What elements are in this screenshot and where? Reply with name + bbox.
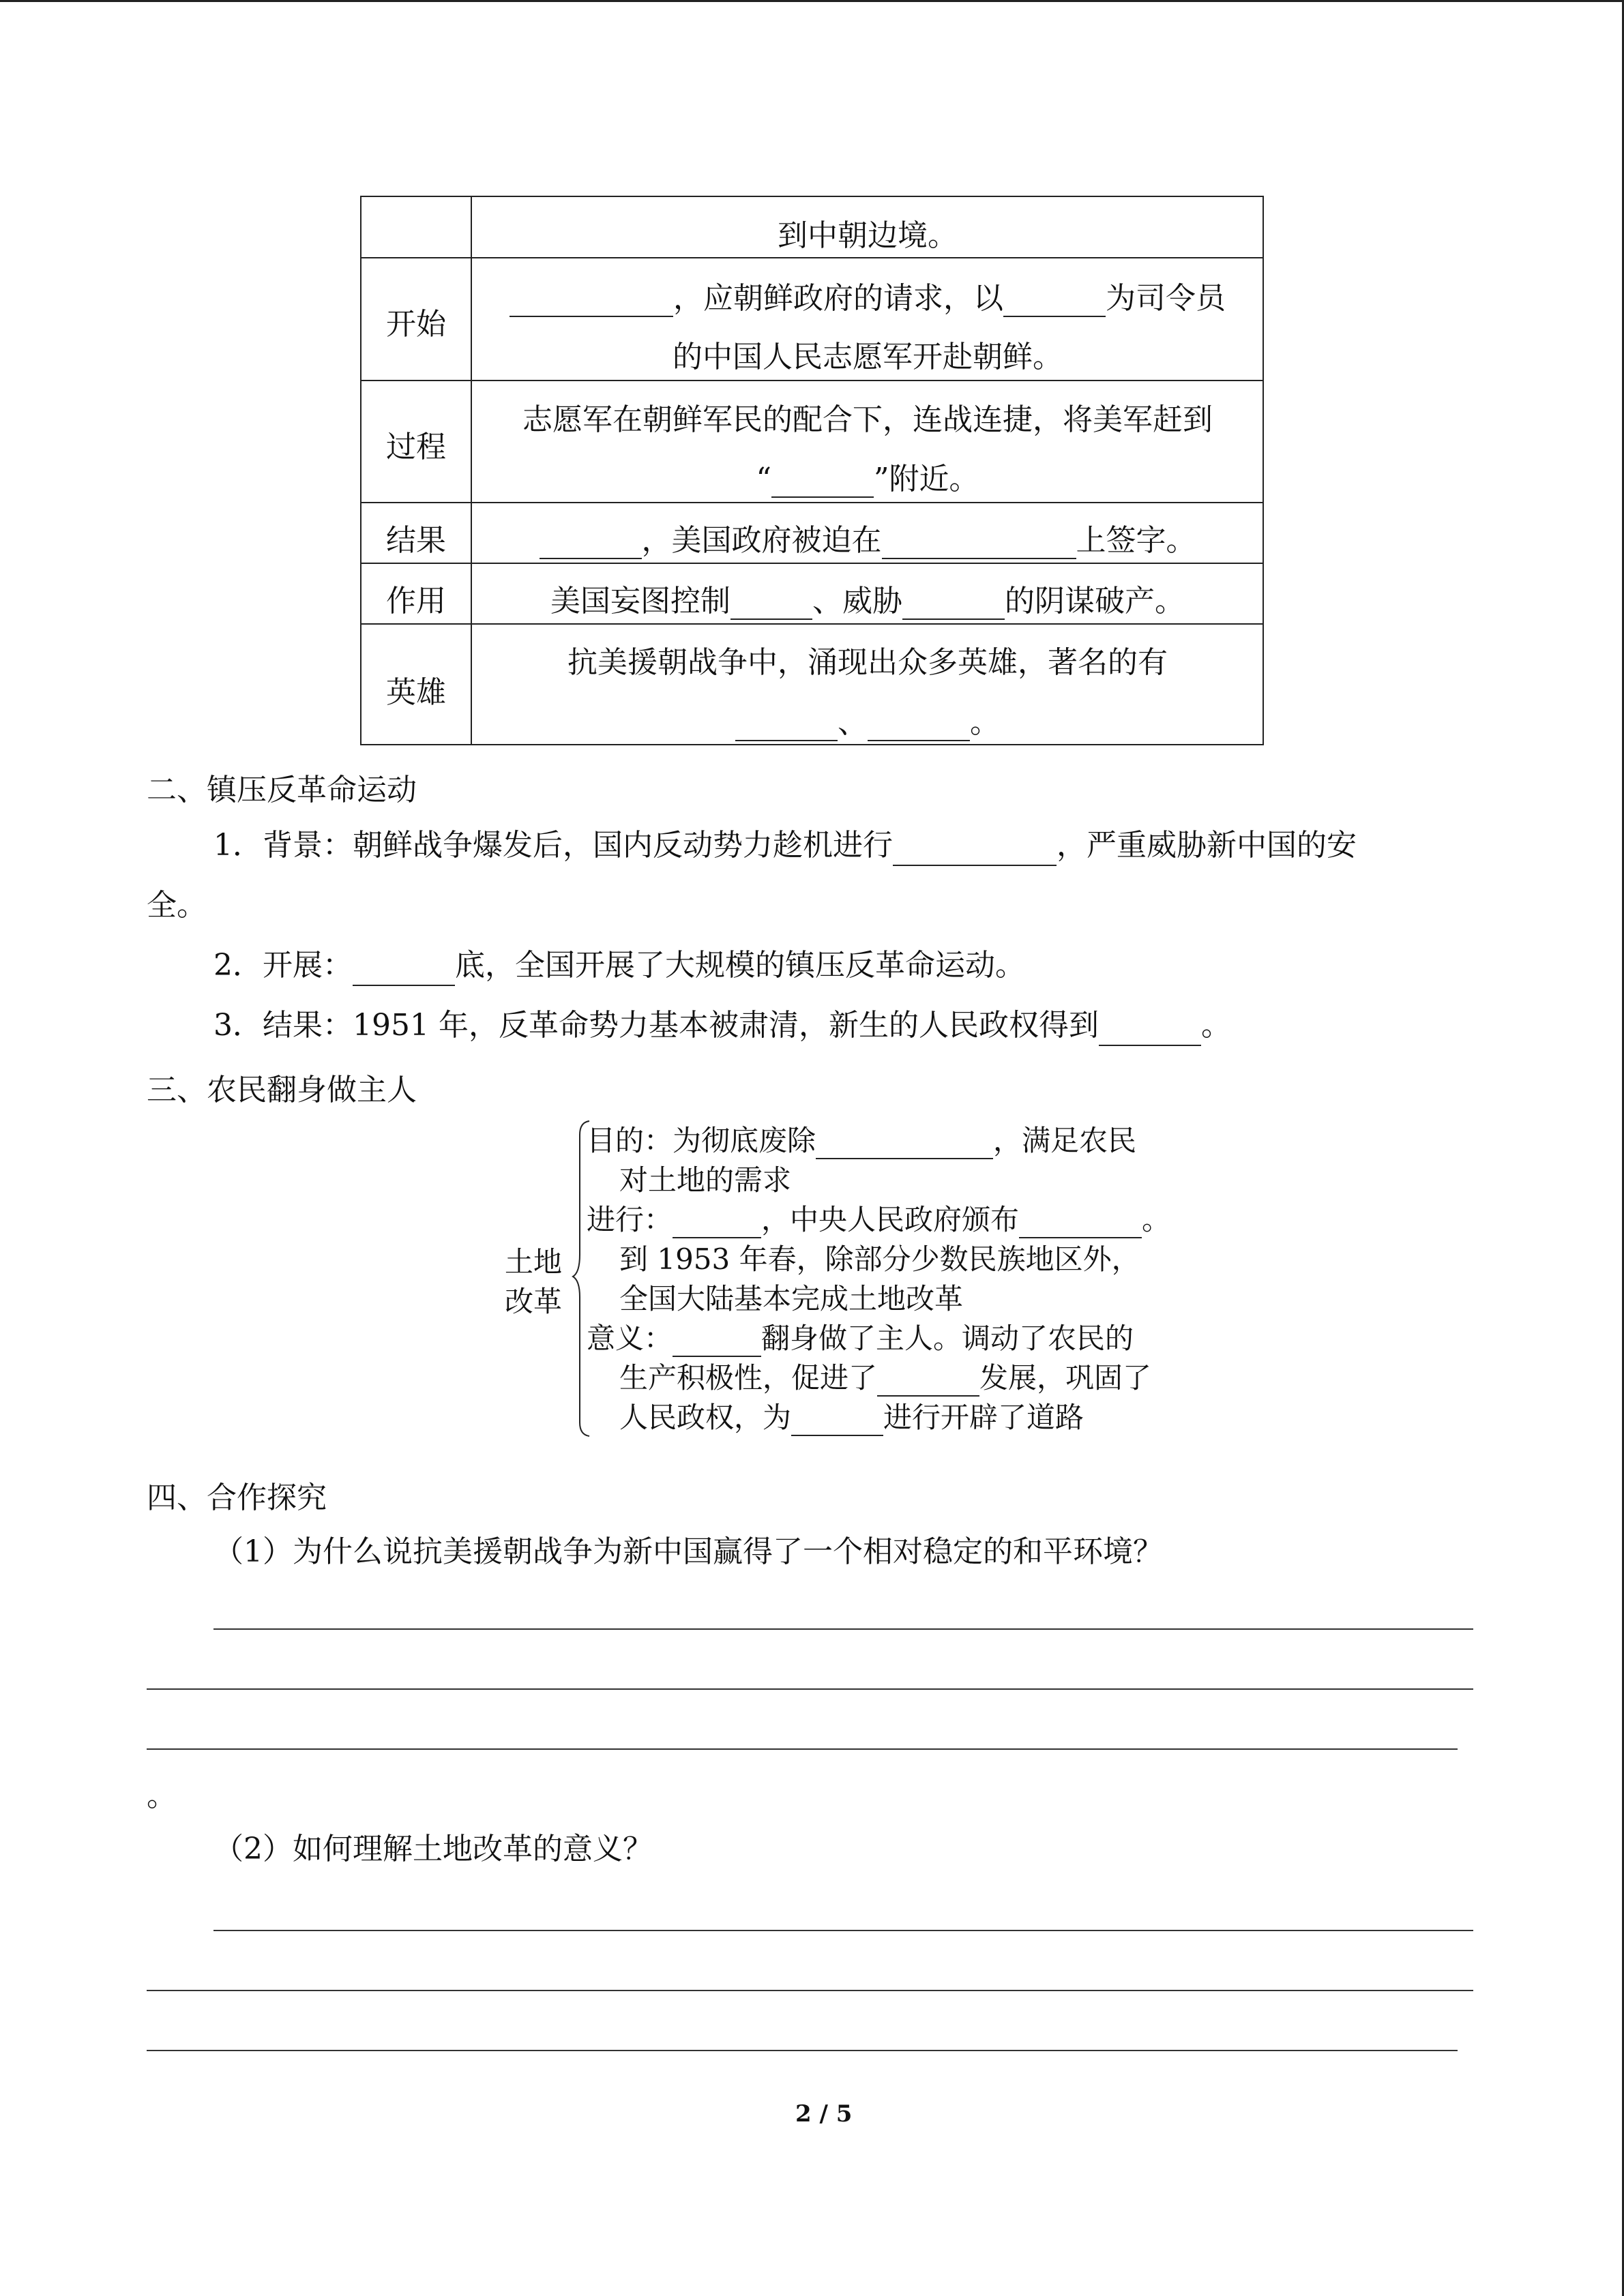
fill-blank[interactable] — [730, 587, 812, 620]
section3-heading: 三、农民翻身做主人 — [147, 1073, 417, 1107]
fill-blank[interactable] — [510, 284, 673, 317]
table-row-label-effect: 作用 — [386, 584, 446, 618]
table-cell-result: ，美国政府被迫在 上签字。 — [472, 516, 1263, 559]
fill-blank[interactable] — [735, 709, 838, 741]
page-top-border — [0, 0, 1624, 2]
table-row-divider — [361, 623, 1263, 625]
answer-line[interactable] — [147, 1688, 1473, 1690]
fill-blank[interactable] — [893, 833, 1057, 866]
korean-war-table — [360, 196, 1264, 745]
answer-line[interactable] — [213, 1628, 1473, 1630]
fill-blank[interactable] — [353, 953, 455, 986]
fill-blank[interactable] — [877, 1365, 979, 1397]
land-progress-line2: 到 1953 年春，除部分少数民族地区外， — [619, 1242, 1140, 1276]
fill-blank[interactable] — [771, 465, 874, 498]
answer-line[interactable] — [213, 1930, 1473, 1931]
fill-blank[interactable] — [791, 1405, 883, 1436]
fill-blank[interactable] — [1099, 1013, 1201, 1046]
fill-blank[interactable] — [868, 709, 970, 741]
table-cell-heroes-line2: 、 。 — [472, 698, 1263, 741]
section2-heading: 二、镇压反革命运动 — [147, 773, 417, 807]
land-progress-line1: 进行： ，中央人民政府颁布 。 — [587, 1197, 1170, 1238]
page-number: 2 / 5 — [795, 2100, 853, 2128]
fill-blank[interactable] — [816, 1128, 993, 1159]
land-progress-line3: 全国大陆基本完成土地改革 — [619, 1282, 964, 1315]
fill-blank[interactable] — [673, 1207, 761, 1238]
table-cell-start-line1: ，应朝鲜政府的请求，以 为司令员 — [472, 273, 1263, 317]
table-row-divider — [361, 563, 1263, 564]
table-cell-text: 到中朝边境。 — [778, 218, 958, 253]
fill-blank[interactable] — [1019, 1207, 1142, 1238]
answer-line[interactable] — [147, 2050, 1458, 2051]
table-row-label-heroes: 英雄 — [386, 675, 446, 710]
table-cell-process-line2: “ ”附近。 — [756, 462, 979, 496]
land-reform-label-1: 土地 — [505, 1245, 563, 1279]
land-purpose-line1: 目的：为彻底废除 ，满足农民 — [587, 1118, 1136, 1159]
table-cell-heroes-line1: 抗美援朝战争中，涌现出众多英雄，著名的有 — [567, 645, 1168, 680]
fill-blank[interactable] — [1003, 284, 1106, 317]
land-purpose-line2: 对土地的需求 — [619, 1163, 792, 1197]
table-cell-effect: 美国妄图控制 、威胁 的阴谋破产。 — [550, 584, 1185, 618]
question-1: （1）为什么说抗美援朝战争为新中国赢得了一个相对稳定的和平环境？ — [213, 1534, 1163, 1569]
fill-blank[interactable] — [673, 1326, 761, 1357]
fill-blank[interactable] — [882, 526, 1076, 559]
land-meaning-line2: 生产积极性，促进了 发展，巩固了 — [619, 1356, 1151, 1397]
section2-item1-cont: 全。 — [147, 888, 207, 923]
section4-heading: 四、合作探究 — [147, 1480, 327, 1515]
table-cell-start-line2: 的中国人民志愿军开赴朝鲜。 — [673, 340, 1063, 374]
table-cell-process-line1: 志愿军在朝鲜军民的配合下，连战连捷，将美军赶到 — [522, 402, 1213, 437]
fill-blank[interactable] — [540, 526, 642, 559]
section2-item2: 2．开展： 底，全国开展了大规模的镇压反革命运动。 — [213, 945, 1025, 986]
table-row-label-process: 过程 — [386, 430, 446, 464]
table-row-divider — [361, 380, 1263, 381]
section2-item1: 1．背景：朝鲜战争爆发后，国内反动势力趁机进行 ，严重威胁新中国的安 — [213, 825, 1357, 866]
question-1-end-mark: 。 — [147, 1778, 177, 1813]
answer-line[interactable] — [147, 1748, 1458, 1750]
land-meaning-line3: 人民政权，为 进行开辟了道路 — [619, 1395, 1084, 1436]
fill-blank[interactable] — [902, 587, 1005, 620]
answer-line[interactable] — [147, 1990, 1473, 1991]
question-2: （2）如何理解土地改革的意义？ — [213, 1832, 653, 1866]
section2-item3: 3．结果：1951 年，反革命势力基本被肃清，新生的人民政权得到 。 — [213, 1005, 1231, 1046]
land-meaning-line1: 意义： 翻身做了主人。调动了农民的 — [587, 1316, 1134, 1357]
table-row-label-result: 结果 — [386, 523, 446, 558]
table-row-divider — [361, 257, 1263, 258]
curly-brace-icon — [572, 1118, 592, 1439]
table-row-label-start: 开始 — [386, 307, 446, 342]
table-row-divider — [361, 502, 1263, 503]
land-reform-label-2: 改革 — [505, 1285, 563, 1318]
